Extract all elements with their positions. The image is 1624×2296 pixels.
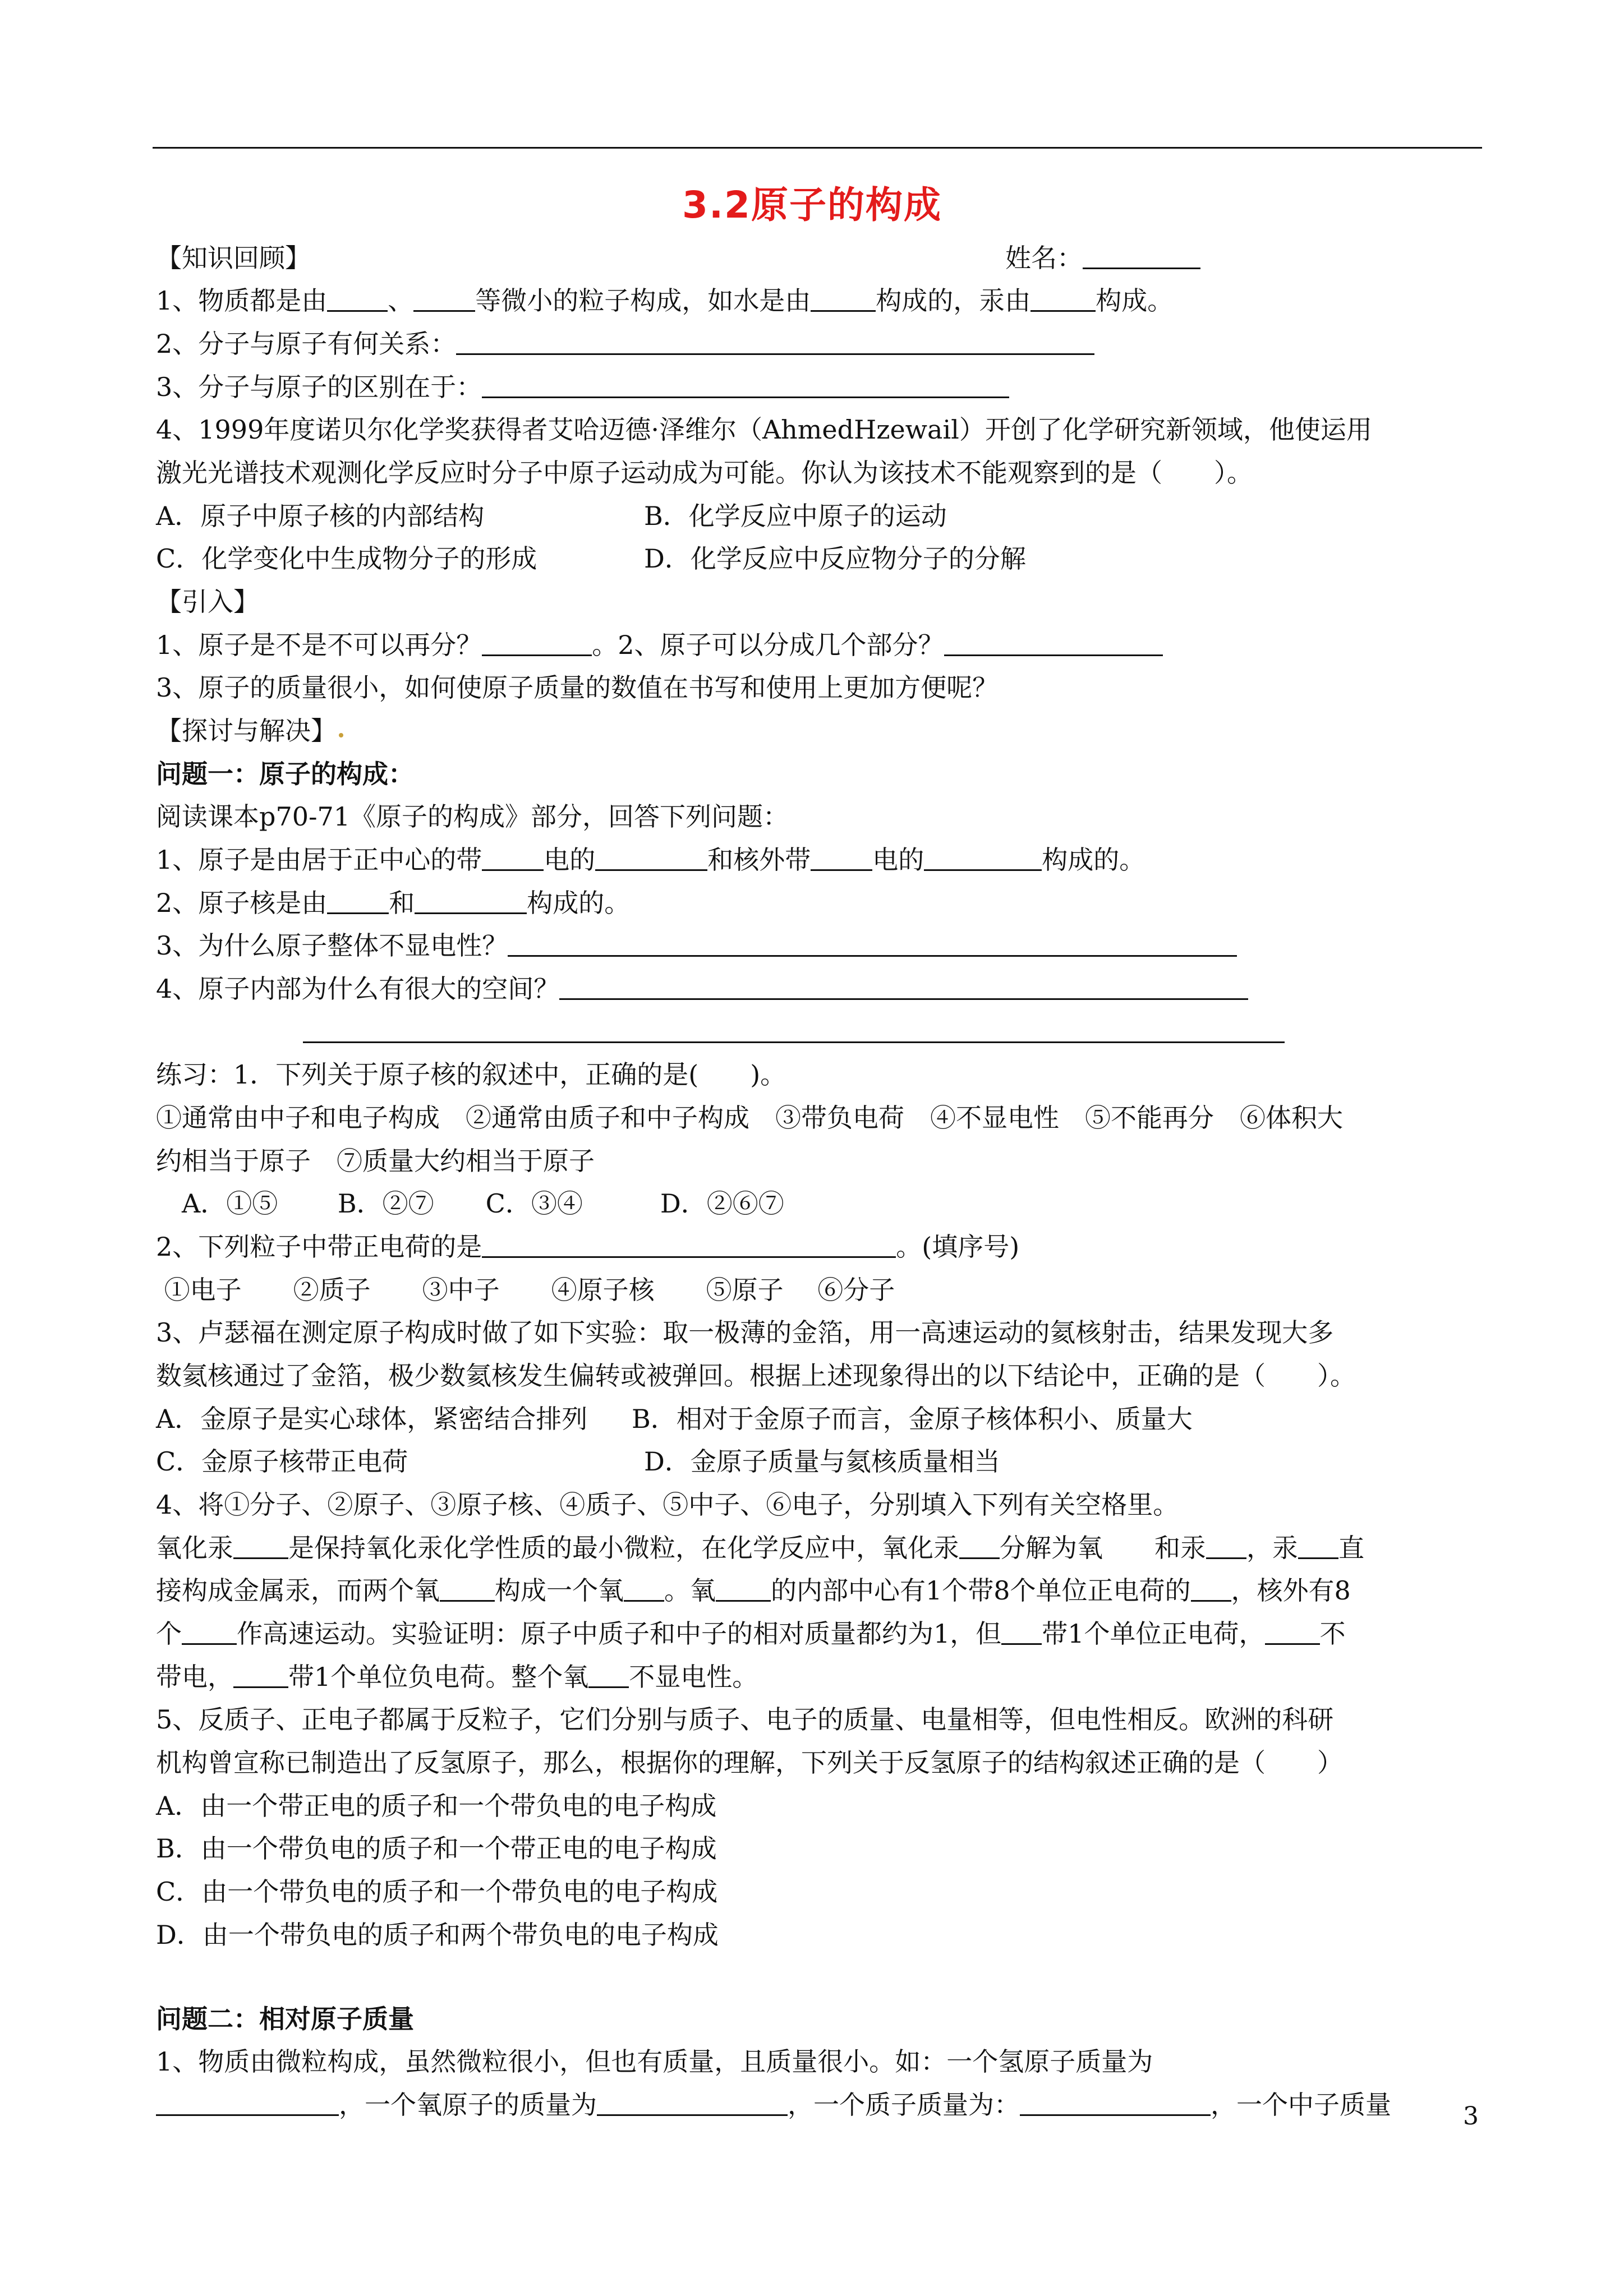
text: 等微小的粒子构成，如水是由 <box>475 285 811 316</box>
practice-4-line5 <box>156 1661 758 1693</box>
problem1-title: 问题一：原子的构成： <box>156 759 414 789</box>
blank[interactable] <box>1265 1619 1320 1645</box>
page-number: 3 <box>1463 2102 1479 2131</box>
blank[interactable] <box>482 630 592 656</box>
text: 、 <box>388 285 414 316</box>
blank[interactable] <box>303 1017 1285 1043</box>
dot-mark <box>339 733 343 737</box>
text: 接构成金属汞，而两个氧 <box>156 1575 440 1606</box>
text: 是保持氧化汞化学性质的最小微粒，在化学反应中，氧化汞 <box>288 1533 959 1563</box>
blank[interactable] <box>482 845 544 871</box>
text: 不显电性。 <box>629 1662 758 1692</box>
blank[interactable] <box>924 845 1042 871</box>
problem1-q4-extra <box>303 1016 1285 1048</box>
review-q4-line1: 4、1999年度诺贝尔化学奖获得者艾哈迈德·泽维尔（AhmedHzewail）开创了化学研究新领域，他使运用 <box>156 414 1372 445</box>
practice-4-line2 <box>156 1532 1364 1564</box>
problem2-title: 问题二：相对原子质量 <box>156 2004 414 2034</box>
header-rule <box>153 147 1482 149</box>
practice-2 <box>156 1231 1019 1262</box>
intro-q1 <box>156 629 1163 661</box>
text: 2、下列粒子中带正电荷的是 <box>156 1232 482 1262</box>
page-title: 3.2原子的构成 <box>682 183 942 227</box>
problem1-q4 <box>156 973 1248 1004</box>
discuss-heading-line <box>156 715 346 746</box>
text: ，一个质子质量为： <box>788 2090 1020 2120</box>
text: 个 <box>156 1619 182 1649</box>
problem1-read: 阅读课本p70-71《原子的构成》部分，回答下列问题： <box>156 801 789 832</box>
practice-1-choices[interactable]: A．①⑤ B．②⑦ C．③④ D．②⑥⑦ <box>156 1188 784 1219</box>
intro-q3: 3、原子的质量很小，如何使原子质量的数值在书写和使用上更加方便呢？ <box>156 672 999 703</box>
blank[interactable] <box>597 2090 788 2116</box>
practice-5-line2: 机构曾宣称已制造出了反氢原子，那么，根据你的理解，下列关于反氢原子的结构叙述正确的是（ ） <box>156 1748 1343 1778</box>
text: 带1个单位负电荷。整个氧 <box>288 1662 589 1692</box>
review-q1 <box>156 285 1173 316</box>
text: 构成。 <box>1096 285 1174 316</box>
practice-1: 练习：1．下列关于原子核的叙述中，正确的是( )。 <box>156 1059 786 1090</box>
text: ，一个中子质量 <box>1211 2090 1391 2120</box>
practice-3-option-b[interactable]: B．相对于金原子而言，金原子核体积小、质量大 <box>632 1404 1193 1434</box>
blank[interactable] <box>440 1575 495 1602</box>
text: 作高速运动。实验证明：原子中质子和中子的相对质量都约为1，但 <box>237 1619 1002 1649</box>
text: 2、分子与原子有何关系： <box>156 329 457 359</box>
text: 4、原子内部为什么有很大的空间？ <box>156 974 560 1004</box>
blank[interactable] <box>482 372 1009 398</box>
text: 3、为什么原子整体不显电性？ <box>156 930 508 961</box>
blank[interactable] <box>415 888 527 914</box>
discuss-heading: 【探讨与解决】 <box>156 716 337 746</box>
problem1-q1 <box>156 844 1145 875</box>
name-label: 姓名： <box>1005 243 1083 273</box>
blank[interactable] <box>1298 1533 1338 1559</box>
practice-1-opts-line2: 约相当于原子 ⑦质量大约相当于原子 <box>156 1146 595 1176</box>
blank[interactable] <box>1206 1533 1246 1559</box>
blank[interactable] <box>624 1575 664 1602</box>
practice-3-option-d[interactable]: D．金原子质量与氦核质量相当 <box>644 1446 1000 1477</box>
blank[interactable] <box>559 974 1248 1000</box>
problem1-q3 <box>156 930 1237 961</box>
text: 。2、原子可以分成几个部分？ <box>592 630 944 660</box>
practice-5-option-d[interactable]: D．由一个带负电的质子和两个带负电的电子构成 <box>156 1920 719 1950</box>
text: 的内部中心有1个带8个单位正电荷的 <box>771 1575 1191 1606</box>
practice-3-option-c[interactable]: C．金原子核带正电荷 <box>156 1446 408 1477</box>
practice-3-option-a[interactable]: A．金原子是实心球体，紧密结合排列 <box>156 1404 588 1434</box>
text: 不 <box>1319 1619 1346 1649</box>
problem1-q2 <box>156 887 630 919</box>
practice-4-line3 <box>156 1575 1351 1606</box>
review-heading: 【知识回顾】 <box>156 243 311 273</box>
text: 带电， <box>156 1662 233 1692</box>
text: 电的 <box>872 845 924 875</box>
review-q3 <box>156 371 1009 403</box>
blank[interactable] <box>156 2090 339 2116</box>
practice-1-opts-line1: ①通常由中子和电子构成 ②通常由质子和中子构成 ③带负电荷 ④不显电性 ⑤不能再分 ⑥体积大 <box>156 1103 1343 1133</box>
text: 。(填序号) <box>896 1232 1020 1262</box>
intro-heading: 【引入】 <box>156 587 259 617</box>
text: ，汞 <box>1246 1533 1298 1563</box>
problem2-q1-line1: 1、物质由微粒构成，虽然微粒很小，但也有质量，且质量很小。如：一个氢原子质量为 <box>156 2046 1153 2077</box>
blank[interactable] <box>1001 1619 1042 1645</box>
text: 分解为氧 和汞 <box>1000 1533 1206 1563</box>
practice-4-line1: 4、将①分子、②原子、③原子核、④质子、⑤中子、⑥电子，分别填入下列有关空格里。 <box>156 1490 1179 1520</box>
text: 和核外带 <box>707 845 811 875</box>
blank[interactable] <box>233 1662 288 1688</box>
text: 氧化汞 <box>156 1533 233 1563</box>
review-q4-option-d[interactable]: D．化学反应中反应物分子的分解 <box>644 543 1026 574</box>
text: 构成的，汞由 <box>876 285 1031 316</box>
text: ，核外有8 <box>1231 1575 1351 1606</box>
review-q4-line2: 激光光谱技术观测化学反应时分子中原子运动成为可能。你认为该技术不能观察到的是（ ）。 <box>156 458 1253 488</box>
text: 1、原子是由居于正中心的带 <box>156 845 482 875</box>
text: 构成的。 <box>1042 845 1145 875</box>
practice-5-option-b[interactable]: B．由一个带负电的质子和一个带正电的电子构成 <box>156 1833 717 1864</box>
text: 带1个单位正电荷， <box>1042 1619 1265 1649</box>
review-q4-option-a[interactable]: A．原子中原子核的内部结构 <box>156 501 485 531</box>
practice-3-line1: 3、卢瑟福在测定原子构成时做了如下实验：取一极薄的金箔，用一高速运动的氦核射击，结果发现大多 <box>156 1317 1334 1348</box>
text: 3、分子与原子的区别在于： <box>156 372 482 402</box>
practice-2-opts: ①电子 ②质子 ③中子 ④原子核 ⑤原子 ⑥分子 <box>156 1275 895 1305</box>
practice-3-line2: 数氦核通过了金箔，极少数氦核发生偏转或被弹回。根据上述现象得出的以下结论中，正确的是（ ）。 <box>156 1361 1356 1391</box>
text: 构成一个氧 <box>495 1575 624 1606</box>
practice-5-line1: 5、反质子、正电子都属于反粒子，它们分别与质子、电子的质量、电量相等，但电性相反。欧洲的科研 <box>156 1704 1334 1735</box>
problem2-q1-line2 <box>156 2089 1391 2120</box>
text: 和 <box>389 888 415 918</box>
blank[interactable] <box>716 1575 771 1602</box>
blank[interactable] <box>811 285 876 312</box>
blank[interactable] <box>811 845 872 871</box>
blank[interactable] <box>233 1533 288 1559</box>
practice-5-option-c[interactable]: C．由一个带负电的质子和一个带负电的电子构成 <box>156 1877 718 1907</box>
text: ，一个氧原子的质量为 <box>339 2090 597 2120</box>
text: 1、原子是不是不可以再分？ <box>156 630 482 660</box>
practice-5-option-a[interactable]: A．由一个带正电的质子和一个带负电的电子构成 <box>156 1791 717 1821</box>
text: 电的 <box>544 845 596 875</box>
blank[interactable] <box>413 285 475 312</box>
review-q2 <box>156 328 1094 359</box>
blank[interactable] <box>456 329 1094 355</box>
blank[interactable] <box>588 1662 629 1688</box>
blank[interactable] <box>508 930 1237 957</box>
text: 直 <box>1338 1533 1364 1563</box>
review-q4-option-b[interactable]: B．化学反应中原子的运动 <box>644 501 947 531</box>
review-heading-line <box>156 242 311 274</box>
blank[interactable] <box>1030 285 1096 312</box>
practice-4-line4 <box>156 1618 1346 1649</box>
text: 2、原子核是由 <box>156 888 328 918</box>
blank[interactable] <box>482 1232 896 1258</box>
review-q4-option-c[interactable]: C．化学变化中生成物分子的形成 <box>156 543 537 574</box>
name-blank[interactable] <box>1083 243 1200 269</box>
text: 。氧 <box>664 1575 716 1606</box>
blank[interactable] <box>595 845 707 871</box>
blank[interactable] <box>327 888 389 914</box>
blank[interactable] <box>327 285 388 312</box>
blank[interactable] <box>959 1533 1000 1559</box>
name-field <box>1005 242 1200 274</box>
blank[interactable] <box>182 1619 237 1645</box>
blank[interactable] <box>1191 1575 1231 1602</box>
text: 1、物质都是由 <box>156 285 328 316</box>
blank[interactable] <box>1020 2090 1211 2116</box>
blank[interactable] <box>944 630 1163 656</box>
text: 构成的。 <box>527 888 631 918</box>
